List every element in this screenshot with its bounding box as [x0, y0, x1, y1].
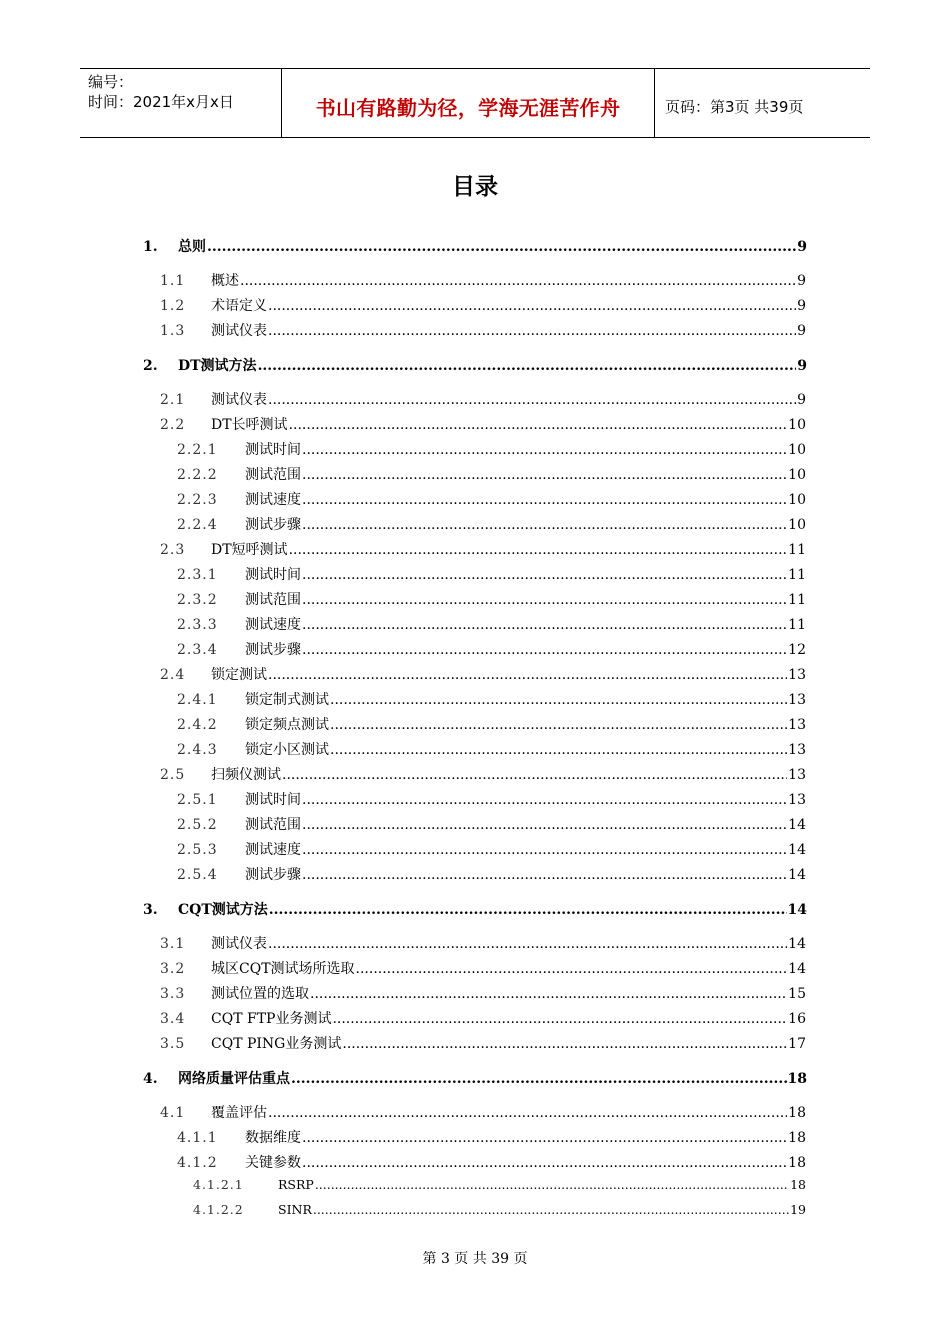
toc-entry-title: 测试范围 [245, 467, 301, 483]
toc-entry[interactable] [160, 958, 806, 978]
toc-entry-title: 城区CQT测试场所选取 [211, 961, 355, 977]
serial-label: 编号： [88, 73, 134, 91]
toc-entry-number: 2.5 [160, 767, 186, 783]
toc-entry[interactable] [160, 539, 806, 559]
toc-entry-number: 3.1 [160, 936, 186, 952]
toc-entry-page: 17 [788, 1036, 806, 1052]
toc-entry-page: 9 [797, 273, 806, 289]
toc-entry-page: 19 [790, 1202, 806, 1217]
toc-entry-title: 测试步骤 [245, 867, 301, 883]
toc-entry-page: 13 [788, 792, 806, 808]
toc-entry[interactable] [177, 589, 806, 609]
toc-entry-page: 10 [788, 517, 806, 533]
toc-entry[interactable] [177, 1127, 806, 1147]
toc-dot-leader [268, 667, 787, 683]
toc-dot-leader [302, 617, 787, 633]
toc-dot-leader [356, 961, 788, 977]
toc-entry[interactable] [193, 1202, 806, 1217]
toc-entry-page: 11 [788, 592, 806, 608]
toc-entry-number: 2.2.4 [177, 517, 218, 533]
toc-dot-leader [302, 567, 787, 583]
toc-entry-title: 概述 [211, 273, 239, 289]
toc-entry-number: 1.1 [160, 273, 186, 289]
toc-entry-number: 4.1 [160, 1105, 186, 1121]
toc-entry[interactable] [177, 789, 806, 809]
toc-entry-title: 测试速度 [245, 492, 301, 508]
toc-entry-number: 2.4 [160, 667, 186, 683]
toc-dot-leader [302, 1155, 787, 1171]
toc-entry[interactable] [177, 614, 806, 634]
toc-dot-leader [342, 1036, 787, 1052]
toc-entry-title: DT长呼测试 [211, 417, 288, 433]
toc-entry-number: 1.3 [160, 323, 186, 339]
toc-entry[interactable] [177, 689, 806, 709]
toc-entry-title: 测试仪表 [211, 936, 267, 952]
toc-dot-leader [268, 392, 796, 408]
toc-entry[interactable] [160, 933, 806, 953]
toc-dot-leader [302, 517, 787, 533]
toc-entry-number: 2.3.2 [177, 592, 218, 608]
toc-entry[interactable] [160, 1033, 806, 1053]
toc-entry-page: 18 [788, 1130, 806, 1146]
toc-entry-page: 18 [790, 1177, 806, 1192]
toc-entry-page: 13 [788, 717, 806, 733]
toc-entry-number: 2.2 [160, 417, 186, 433]
toc-entry-title: RSRP [278, 1177, 314, 1192]
toc-entry-title: DT测试方法 [178, 358, 257, 374]
toc-entry-number: 2.5.1 [177, 792, 218, 808]
toc-entry[interactable] [160, 1102, 806, 1122]
toc-entry-title: 总则 [178, 239, 206, 255]
toc-entry-title: DT短呼测试 [211, 542, 288, 558]
toc-entry-title: 测试时间 [245, 567, 301, 583]
toc-entry[interactable] [143, 1068, 807, 1088]
toc-entry-title: 测试范围 [245, 817, 301, 833]
toc-entry-title: CQT测试方法 [178, 902, 268, 918]
toc-entry-number: 4.1.2 [177, 1155, 218, 1171]
toc-entry-title: 测试速度 [245, 617, 301, 633]
toc-entry-number: 4. [143, 1071, 158, 1087]
toc-entry-number: 3. [143, 902, 158, 918]
toc-dot-leader [332, 1011, 787, 1027]
toc-dot-leader [315, 1177, 789, 1192]
toc-entry-number: 2. [143, 358, 158, 374]
toc-dot-leader [291, 1071, 787, 1087]
toc-entry-title: 锁定制式测试 [245, 692, 329, 708]
toc-entry[interactable] [177, 839, 806, 859]
toc-entry-title: 测试仪表 [211, 323, 267, 339]
toc-entry-page: 9 [797, 358, 807, 374]
toc-dot-leader [302, 467, 787, 483]
toc-entry-page: 10 [788, 417, 806, 433]
toc-entry-title: 锁定小区测试 [245, 742, 329, 758]
toc-dot-leader [310, 986, 787, 1002]
toc-entry-title: 测试速度 [245, 842, 301, 858]
toc-entry-number: 2.3 [160, 542, 186, 558]
header-page-cell [655, 69, 870, 137]
toc-entry-page: 10 [788, 442, 806, 458]
toc-entry-title: 测试仪表 [211, 392, 267, 408]
toc-entry-number: 3.2 [160, 961, 186, 977]
toc-dot-leader [240, 273, 796, 289]
toc-dot-leader [302, 1130, 787, 1146]
toc-entry-page: 14 [788, 817, 806, 833]
toc-entry[interactable] [160, 764, 806, 784]
toc-entry-number: 2.4.1 [177, 692, 218, 708]
toc-dot-leader [268, 1105, 787, 1121]
toc-entry[interactable] [160, 270, 806, 290]
toc-entry-title: 扫频仪测试 [211, 767, 281, 783]
toc-entry[interactable] [143, 355, 807, 375]
toc-dot-leader [268, 298, 796, 314]
toc-dot-leader [302, 592, 787, 608]
toc-entry-title: 测试步骤 [245, 517, 301, 533]
toc-entry-title: 测试步骤 [245, 642, 301, 658]
toc-entry-title: 测试时间 [245, 792, 301, 808]
toc-entry-number: 2.2.2 [177, 467, 218, 483]
toc-entry-page: 13 [788, 667, 806, 683]
toc-entry-title: 覆盖评估 [211, 1105, 267, 1121]
toc-entry-page: 9 [797, 392, 806, 408]
toc-entry-page: 9 [797, 323, 806, 339]
header-meta-cell [80, 69, 282, 137]
toc-dot-leader [258, 358, 797, 374]
toc-entry-number: 2.2.1 [177, 442, 218, 458]
toc-dot-leader [302, 842, 787, 858]
toc-entry-number: 2.2.3 [177, 492, 218, 508]
toc-entry-page: 18 [788, 1105, 806, 1121]
toc-entry[interactable] [143, 236, 807, 256]
toc-dot-leader [302, 817, 787, 833]
toc-entry[interactable] [177, 464, 806, 484]
toc-entry-number: 4.1.1 [177, 1130, 218, 1146]
toc-dot-leader [289, 417, 788, 433]
toc-entry-page: 14 [788, 961, 806, 977]
toc-entry-number: 4.1.2.2 [193, 1202, 244, 1217]
toc-entry[interactable] [177, 514, 806, 534]
toc-entry-number: 2.1 [160, 392, 186, 408]
page-info: 页码：第3页 共39页 [665, 97, 804, 116]
toc-entry-number: 2.4.3 [177, 742, 218, 758]
toc-dot-leader [302, 642, 787, 658]
toc-entry[interactable] [160, 295, 806, 315]
toc-entry-number: 1.2 [160, 298, 186, 314]
toc-dot-leader [302, 442, 787, 458]
toc-entry-page: 9 [797, 298, 806, 314]
toc-entry-page: 14 [787, 902, 807, 918]
toc-entry-title: 数据维度 [245, 1130, 301, 1146]
date-line: 时间：2021年x月x日 [88, 93, 234, 111]
toc-entry-number: 2.5.2 [177, 817, 218, 833]
toc-entry-page: 14 [788, 842, 806, 858]
toc-dot-leader [289, 542, 788, 558]
toc-entry-page: 11 [788, 617, 806, 633]
toc-entry[interactable] [177, 1152, 806, 1172]
toc-entry-number: 1. [143, 239, 158, 255]
toc-entry[interactable] [160, 414, 806, 434]
motto-text: 书山有路勤为径，学海无涯苦作舟 [315, 95, 621, 120]
toc-dot-leader [282, 767, 787, 783]
toc-entry-page: 18 [787, 1071, 807, 1087]
toc-entry-page: 13 [788, 692, 806, 708]
toc-entry-title: 测试范围 [245, 592, 301, 608]
toc-dot-leader [268, 936, 787, 952]
toc-dot-leader [330, 742, 787, 758]
toc-dot-leader [330, 717, 787, 733]
toc-entry-number: 2.3.1 [177, 567, 218, 583]
toc-entry-number: 4.1.2.1 [193, 1177, 244, 1192]
toc-entry-page: 12 [788, 642, 806, 658]
page-header [80, 68, 870, 138]
toc-entry-title: 锁定测试 [211, 667, 267, 683]
toc-entry-page: 9 [797, 239, 807, 255]
toc-dot-leader [302, 867, 787, 883]
toc-entry-number: 3.4 [160, 1011, 186, 1027]
toc-entry-number: 3.5 [160, 1036, 186, 1052]
toc-dot-leader [269, 902, 787, 918]
page-footer: 第 3 页 共 39 页 [422, 1251, 528, 1267]
toc-entry-number: 3.3 [160, 986, 186, 1002]
toc-entry-page: 14 [788, 936, 806, 952]
toc-entry[interactable] [177, 564, 806, 584]
toc-entry-page: 14 [788, 867, 806, 883]
toc-entry-title: CQT PING业务测试 [211, 1036, 342, 1052]
toc-entry-title: 关键参数 [245, 1155, 301, 1171]
toc-dot-leader [330, 692, 787, 708]
toc-entry-title: 测试时间 [245, 442, 301, 458]
toc-entry-page: 11 [788, 542, 806, 558]
toc-dot-leader [302, 492, 787, 508]
toc-entry[interactable] [177, 714, 806, 734]
toc-entry-page: 15 [788, 986, 806, 1002]
toc-entry-page: 18 [788, 1155, 806, 1171]
toc-entry-title: CQT FTP业务测试 [211, 1011, 332, 1027]
toc-entry[interactable] [177, 739, 806, 759]
toc-entry-number: 2.5.3 [177, 842, 218, 858]
toc-entry[interactable] [177, 864, 806, 884]
page-title: 目录 [452, 174, 498, 200]
toc-entry[interactable] [160, 389, 806, 409]
toc-entry-title: 网络质量评估重点 [178, 1071, 290, 1087]
toc-entry[interactable] [177, 489, 806, 509]
toc-entry[interactable] [177, 639, 806, 659]
toc-entry-page: 10 [788, 492, 806, 508]
toc-entry[interactable] [160, 320, 806, 340]
toc-entry-number: 2.3.3 [177, 617, 218, 633]
toc-entry-page: 10 [788, 467, 806, 483]
toc-entry-page: 16 [788, 1011, 806, 1027]
toc-entry[interactable] [177, 439, 806, 459]
toc-entry[interactable] [160, 983, 806, 1003]
toc-entry-title: SINR [278, 1202, 312, 1217]
toc-entry-title: 锁定频点测试 [245, 717, 329, 733]
toc-entry-title: 测试位置的选取 [211, 986, 309, 1002]
toc-entry-number: 2.3.4 [177, 642, 218, 658]
toc-entry-page: 13 [788, 742, 806, 758]
toc-entry[interactable] [177, 814, 806, 834]
toc-dot-leader [268, 323, 796, 339]
toc-dot-leader [302, 792, 787, 808]
header-motto-cell [282, 69, 655, 137]
toc-entry-page: 13 [788, 767, 806, 783]
toc-entry-title: 术语定义 [211, 298, 267, 314]
toc-entry[interactable] [160, 1008, 806, 1028]
toc-dot-leader [313, 1202, 789, 1217]
toc-entry-page: 11 [788, 567, 806, 583]
toc-entry[interactable] [160, 664, 806, 684]
toc-entry[interactable] [143, 899, 807, 919]
toc-entry[interactable] [193, 1177, 806, 1192]
toc-entry-number: 2.4.2 [177, 717, 218, 733]
toc-entry-number: 2.5.4 [177, 867, 218, 883]
toc-dot-leader [207, 239, 796, 255]
